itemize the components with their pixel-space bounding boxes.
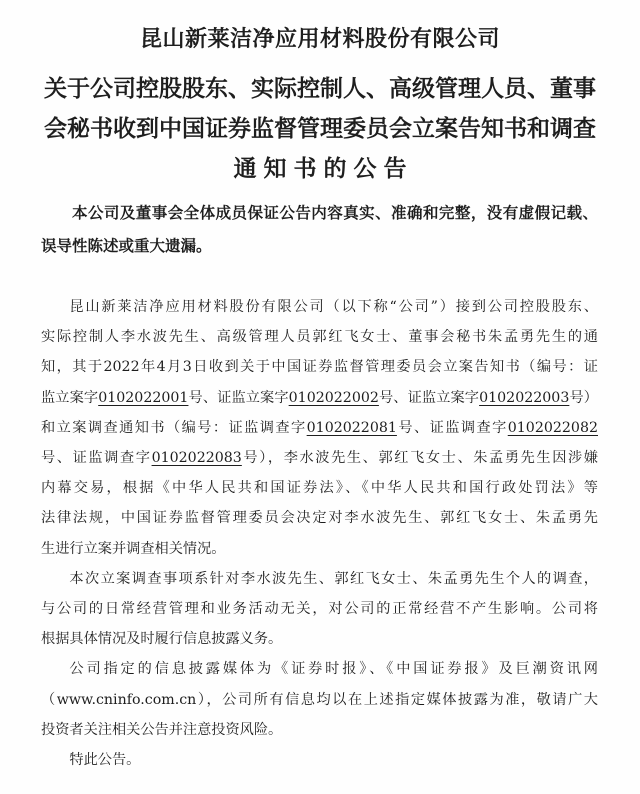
text-segment: 号、证监立案字: [188, 389, 289, 406]
text-line: [41, 594, 598, 624]
text-line: [41, 352, 598, 382]
text-segment: 内幕交易，根据《中华人民共和国证券法》、《中华人民共和国行政处罚法》等: [41, 480, 598, 497]
text-segment: 号、证监调查字: [396, 419, 508, 436]
text-segment: 号、证监调查字: [41, 450, 152, 467]
text-line: [41, 196, 598, 229]
text-line: [41, 322, 598, 352]
text-segment: 生进行立案并调查相关情况。: [41, 540, 226, 557]
announcement-title: [38, 69, 602, 189]
text-segment: 号）: [569, 389, 598, 406]
text-segment: 根据具体情况及时履行信息披露义务。: [41, 631, 283, 648]
text-segment: 本次立案调查事项系针对李水波先生、郭红飞女士、朱孟勇先生个人的调查，: [69, 570, 598, 587]
text-line: [41, 443, 598, 473]
text-segment: 和立案调查通知书（编号：证监调查字: [41, 419, 307, 436]
announcement-title-line: 关于公司控股股东、实际控制人、高级管理人员、董事: [44, 75, 596, 102]
text-segment: 与公司的日常经营管理和业务活动无关，对公司的正常经营不产生影响。公司将: [41, 601, 598, 618]
text-line: [41, 564, 598, 594]
underlined-case-number: 0102022001: [98, 389, 189, 406]
text-line: [41, 473, 598, 503]
text-line: [41, 624, 598, 654]
page-title-company: 昆山新莱洁净应用材料股份有限公司: [139, 26, 500, 52]
text-segment: 昆山新莱洁净应用材料股份有限公司（以下称“公司”）接到公司控股股东、: [69, 299, 598, 315]
text-segment: 知，其于2022年4月3日收到关于中国证券监督管理委员会立案告知书（编号：证: [41, 359, 598, 376]
text-line: [41, 685, 598, 715]
text-segment: 误导性陈述或重大遗漏。: [41, 236, 212, 255]
underlined-case-number: 0102022082: [507, 419, 598, 436]
text-segment: 公司指定的信息披露媒体为《证券时报》、《中国证券报》及巨潮资讯网: [69, 661, 598, 678]
text-line: [41, 745, 598, 775]
text-line: [41, 292, 598, 322]
text-segment: 本公司及董事会全体成员保证公告内容真实、准确和完整，没有虚假记载、: [72, 203, 598, 222]
text-line: [41, 503, 598, 533]
text-line: [41, 229, 598, 262]
body-text: [41, 292, 598, 775]
text-segment: 特此公告。: [69, 752, 141, 769]
announcement-title-line: 通知书的公告: [233, 155, 414, 182]
integrity-statement: [41, 196, 598, 262]
text-segment: 法律法规，中国证券监督管理委员会决定对李水波先生、郭红飞女士、朱孟勇先: [41, 510, 598, 527]
underlined-case-number: 0102022083: [151, 450, 242, 467]
text-segment: 实际控制人李水波先生、高级管理人员郭红飞女士、董事会秘书朱孟勇先生的通: [41, 329, 598, 346]
text-line: [41, 715, 598, 745]
underlined-case-number: 0102022003: [479, 389, 570, 406]
text-segment: 投资者关注相关公告并注意投资风险。: [41, 721, 283, 738]
text-line: [41, 534, 598, 564]
text-line: [41, 383, 598, 413]
text-line: [41, 413, 598, 443]
underlined-case-number: 0102022081: [306, 419, 397, 436]
text-segment: 监立案字: [41, 389, 99, 406]
announcement-title-line: 会秘书收到中国证券监督管理委员会立案告知书和调查: [44, 115, 596, 142]
text-line: [41, 654, 598, 684]
underlined-case-number: 0102022002: [288, 389, 379, 406]
text-segment: 号、证监立案字: [378, 389, 480, 406]
text-segment: 号），李水波先生、郭红飞女士、朱孟勇先生因涉嫌: [241, 450, 598, 467]
text-segment: （www.cninfo.com.cn），公司所有信息均以在上述指定媒体披露为准，敬请广大: [41, 691, 598, 708]
